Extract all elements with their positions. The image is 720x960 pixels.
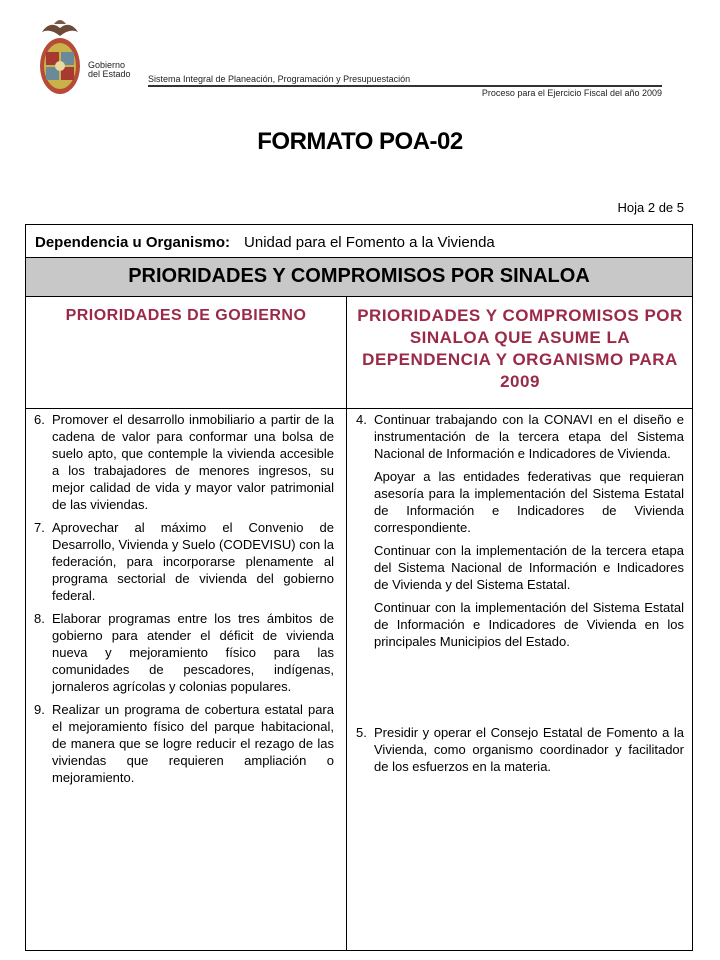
item-number: 8. xyxy=(34,611,45,626)
sheet-number: Hoja 2 de 5 xyxy=(617,200,684,215)
item-text: Realizar un programa de cobertura estatal para el mejoramiento físico del parque habitacional, de manera que se logre reducir el rezago de las viviendas que requieren ampliación o mejoramiento. xyxy=(52,702,334,785)
system-name: Sistema Integral de Planeación, Programación y Presupuestación xyxy=(148,74,411,84)
dependency-row xyxy=(26,225,692,258)
fiscal-process: Proceso para el Ejercicio Fiscal del año 2009 xyxy=(481,88,662,98)
item-number: 5. xyxy=(356,725,367,740)
list-item xyxy=(34,411,334,513)
state-emblem-icon xyxy=(36,16,84,98)
item-paragraph: Continuar con la implementación del Sistema Estatal de Información e Indicadores de Vivienda en los principales Municipios del Estado. xyxy=(374,600,684,649)
item-number: 7. xyxy=(34,520,45,535)
list-item xyxy=(356,411,684,462)
item-text: Continuar trabajando con la CONAVI en el diseño e instrumentación de la tercera etapa del Sistema Nacional de Información e Indicadores de Vivienda. xyxy=(374,412,684,461)
list-item xyxy=(34,519,334,604)
poa-table xyxy=(25,224,693,951)
header-divider xyxy=(148,85,662,87)
header-row-divider xyxy=(26,408,692,409)
item-text: Presidir y operar el Consejo Estatal de Fomento a la Vivienda, como organismo coordinador y facilitador de los esfuerzos en la materia. xyxy=(374,725,684,774)
government-label xyxy=(88,61,131,79)
item-number: 6. xyxy=(34,412,45,427)
government-priorities-list xyxy=(34,411,334,792)
list-item xyxy=(34,701,334,786)
government-line-2: del Estado xyxy=(88,69,131,79)
item-number: 4. xyxy=(356,412,367,427)
item-text: Elaborar programas entre los tres ámbitos de gobierno para atender el déficit de vivienda nueva y mejoramiento físico para las comunidades de pescadores, indígenas, jornaleros agrícolas y colonias populares. xyxy=(52,611,334,694)
list-item xyxy=(356,724,684,775)
item-text: Promover el desarrollo inmobiliario a partir de la cadena de valor para conformar una bolsa de suelo apto, que contemple la vivienda accesible a los trabajadores de menores ingresos, su mejor calidad de vida y mayor valor patrimonial de las viviendas. xyxy=(52,412,334,512)
item-text: Aprovechar al máximo el Convenio de Desarrollo, Vivienda y Suelo (CODEVISU) con la federación, para incorporarse plenamente al programa sectorial de vivienda del gobierno federal. xyxy=(52,520,334,603)
dependency-label: Dependencia u Organismo: xyxy=(35,234,231,251)
item-number: 9. xyxy=(34,702,45,717)
list-item xyxy=(34,610,334,695)
right-column-header: PRIORIDADES Y COMPROMISOS POR SINALOA QUE ASUME LA DEPENDENCIA Y ORGANISMO PARA 2009 xyxy=(357,306,683,391)
agency-commitments-list xyxy=(356,411,684,775)
document-title: FORMATO POA-02 xyxy=(257,128,463,155)
dependency-value: Unidad para el Fomento a la Vivienda xyxy=(244,234,495,251)
left-column-header: PRIORIDADES DE GOBIERNO xyxy=(65,307,307,324)
section-banner: PRIORIDADES Y COMPROMISOS POR SINALOA xyxy=(26,258,692,297)
item-paragraph: Continuar con la implementación de la tercera etapa del Sistema Nacional de Información e Indicadores de Vivienda y del Sistema Estatal. xyxy=(374,543,684,592)
government-line-1: Gobierno xyxy=(88,60,126,70)
column-divider xyxy=(346,297,347,950)
item-paragraph: Apoyar a las entidades federativas que requieran asesoría para la implementación del Sistema Estatal de Información e Indicadores de Vivienda correspondiente. xyxy=(374,469,684,535)
